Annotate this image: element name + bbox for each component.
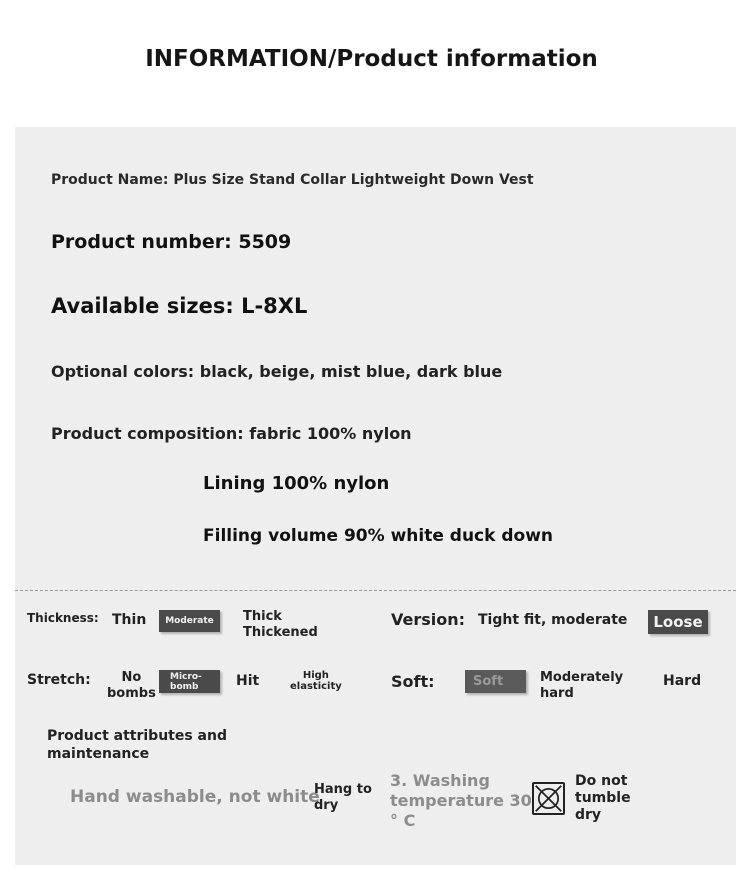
available-sizes: Available sizes: L-8XL <box>51 294 308 318</box>
product-composition: Product composition: fabric 100% nylon <box>51 424 412 443</box>
thickness-thick <box>243 609 318 641</box>
section-divider <box>15 590 736 591</box>
care-heading-line2: maintenance <box>47 746 150 762</box>
soft-hard: Hard <box>663 673 702 689</box>
stretch-high-line2: elasticity <box>290 681 342 692</box>
version-tight-fit: Tight fit, moderate <box>478 612 628 628</box>
page-title: INFORMATION/Product information <box>145 46 598 72</box>
thickness-moderate: Moderate <box>165 616 214 626</box>
care-washing-line2: temperature 30 <box>390 791 532 810</box>
thickness-selected-tag <box>159 610 220 632</box>
version-loose: Loose <box>653 613 703 631</box>
care-tumble-line1: Do not <box>575 773 628 789</box>
optional-colors: Optional colors: black, beige, mist blue, dark blue <box>51 362 503 381</box>
lining-composition: Lining 100% nylon <box>203 473 390 494</box>
soft-label: Soft: <box>391 672 435 691</box>
do-not-tumble-dry-icon <box>532 782 565 815</box>
stretch-label: Stretch: <box>27 672 91 688</box>
soft-moderately-hard <box>540 670 623 702</box>
soft-moderately-line1: Moderately <box>540 670 624 685</box>
stretch-no-bombs-line1: No <box>121 670 142 685</box>
stretch-selected-tag <box>159 670 220 693</box>
stretch-high-line1: High <box>302 670 329 681</box>
care-heading-line1: Product attributes and <box>47 728 227 744</box>
filling-composition: Filling volume 90% white duck down <box>203 526 554 546</box>
care-tumble-line3: dry <box>575 807 602 823</box>
thickness-thick-line2: Thickened <box>243 625 318 640</box>
product-number: Product number: 5509 <box>51 231 292 253</box>
soft-selected-tag <box>465 670 526 693</box>
stretch-hit: Hit <box>236 673 260 689</box>
care-washing-line3: ° C <box>390 811 416 830</box>
stretch-no-bombs <box>107 670 156 702</box>
thickness-thick-line1: Thick <box>243 609 282 624</box>
product-name: Product Name: Plus Size Stand Collar Lightweight Down Vest <box>51 172 534 188</box>
care-tumble-line2: tumble <box>575 790 631 806</box>
care-heading <box>47 727 227 763</box>
version-selected-tag <box>648 610 708 634</box>
care-washing-temperature <box>390 771 532 831</box>
care-hang-line1: Hang to <box>314 782 372 797</box>
care-hang-dry <box>314 782 372 814</box>
stretch-no-bombs-line2: bombs <box>107 686 156 701</box>
stretch-micro-line2: bomb <box>170 681 199 692</box>
care-do-not-tumble-dry <box>575 773 631 824</box>
stretch-high-elasticity <box>290 670 342 692</box>
care-hang-line2: dry <box>314 798 339 813</box>
care-hand-wash: Hand washable, not white <box>70 787 320 807</box>
stretch-micro-line1: Micro- <box>170 671 202 682</box>
thickness-label: Thickness: <box>27 611 99 625</box>
soft-soft: Soft <box>473 674 504 689</box>
version-label: Version: <box>391 610 466 629</box>
care-washing-line1: 3. Washing <box>390 771 490 790</box>
soft-moderately-line2: hard <box>540 686 574 701</box>
thickness-thin: Thin <box>112 612 147 628</box>
